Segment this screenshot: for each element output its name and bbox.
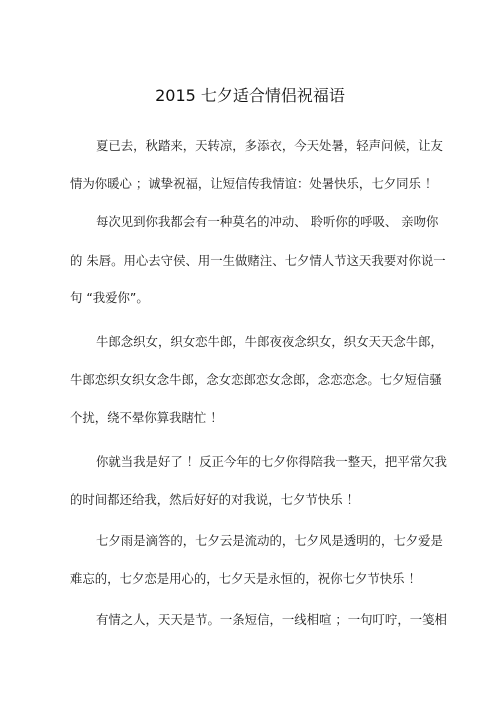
paragraph-5-line-1: 七夕雨是滴答的，七夕云是流动的，七夕风是透明的，七夕爱是 [96, 533, 443, 548]
paragraph-6-line-1: 有情之人，天天是节。一条短信，一线相喧 ；一句叮咛，一笺相 [96, 612, 447, 627]
paragraph-4-line-1: 你就当我是好了 ！反正今年的七夕你得陪我一整天，把平常欠我 [96, 454, 447, 469]
paragraph-3-line-1: 牛郎念织女，织女恋牛郎，牛郎夜夜念织女，织女天天念牛郎， [96, 334, 443, 349]
paragraph-1-line-1: 夏已去，秋踏来，天转凉，多添衣，今天处暑，轻声问候，让友 [96, 138, 443, 153]
paragraph-2-line-2: 的 朱唇。用心去守侯、用一生做赌注、七夕情人节这天我要对你说一 [70, 253, 446, 268]
paragraph-2-line-3: 句 “我爱你”。 [70, 290, 149, 305]
paragraph-2-line-1: 每次见到你我都会有一种莫名的冲动、 聆听你的呼吸、 亲吻你 [96, 214, 439, 229]
paragraph-3-line-3: 个扰，绕不晕你算我瞎忙 ！ [70, 410, 223, 425]
document-title: 2015 七夕适合情侣祝福语 [155, 86, 345, 105]
paragraph-5-line-2: 难忘的，七夕恋是用心的，七夕天是永恒的，祝你七夕节快乐 ！ [70, 571, 421, 586]
paragraph-1-line-2: 情为你暖心 ；诚挚祝福，让短信传我情谊：处暑快乐，七夕同乐 ！ [70, 176, 438, 191]
paragraph-3-line-2: 牛郎恋织女织女念牛郎，念女恋郎恋女念郎，念恋恋念。七夕短信骚 [70, 372, 442, 387]
paragraph-4-line-2: 的时间都还给我，然后好好的对我说，七夕节快乐 ！ [70, 492, 359, 507]
